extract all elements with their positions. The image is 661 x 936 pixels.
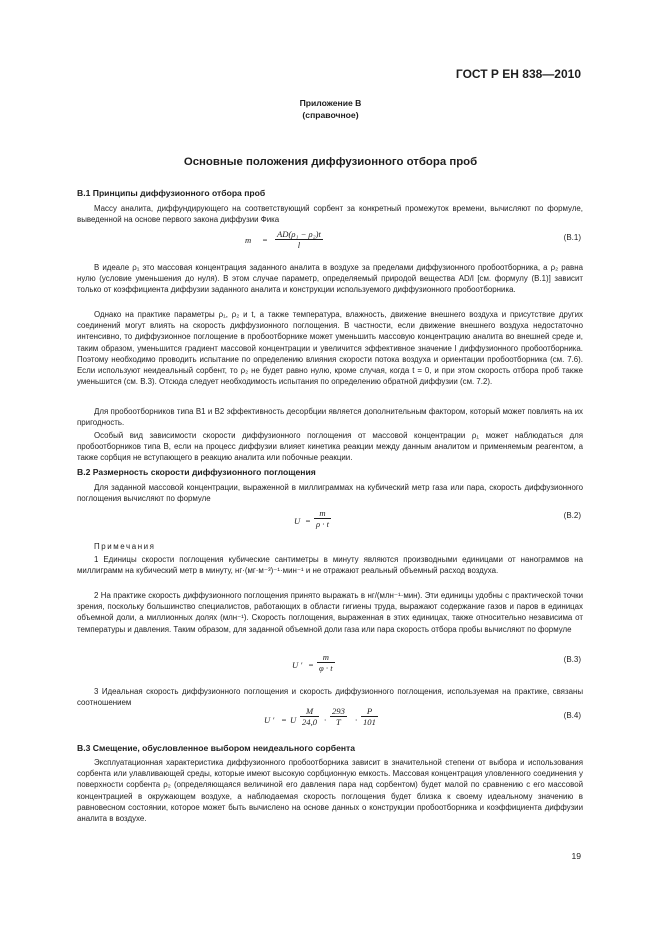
section-b3-paragraph-1: Эксплуатационная характеристика диффузионного пробоотборника зависит в значительной степени от выбора и использования сорбента или улавливающей среды, которые имеют высокую сорбционную емкость. Массовая концентрация уловленного соединения у поверхности сорбента ρ₂ (определяющаяся величиной его давления пара над сорбентом) будет малой по сравнению с его массовой концентрацией в окружающем воздухе, а наблюдаемая скорость поглощения будет близка к своему идеальному значению в равновесном состоянии, которое может быть вычислено на основе данных о конструкции пробоотборника и коэффициента диффузии аналита в воздухе. bbox=[77, 758, 583, 824]
eq-b4-number: (В.4) bbox=[563, 711, 581, 720]
eq-b2-lhs: U bbox=[294, 516, 301, 526]
eq-b1-lhs: m bbox=[245, 235, 252, 245]
appendix-title: Приложение В bbox=[299, 98, 362, 108]
equation-b1: m = $\frac{\text{AD(ρ₁ − ρ₂)t}}{l}$ (В.1) bbox=[245, 229, 581, 250]
eq-b4-den-3: 101 bbox=[363, 717, 376, 727]
equation-b4: U ′ = U $\frac{M}{24,0}$ · $\frac{293}{T}$ · $\frac{P}{101}$ (В.4) bbox=[264, 706, 581, 727]
eq-b2-denominator: ρ · t bbox=[316, 519, 329, 529]
eq-b1-number: (В.1) bbox=[563, 233, 581, 242]
section-b1-paragraph-2: В идеале ρ₁ это массовая концентрация заданного аналита в воздухе за пределами диффузионного пробоотборника, а ρ₂ равна нулю (условие уменьшения до нуля). В этом случае параметр, определяемый природой вещества AD/l [см. формулу (В.1)] зависит только от коэффициента диффузии заданного аналита и конструкции используемого диффузионного пробоотборника. bbox=[77, 263, 583, 295]
eq-b4-num-1: M bbox=[300, 706, 319, 717]
section-b1-paragraph-1: Массу аналита, диффундирующего на соответствующий сорбент за конкретный промежуток времени, вычисляют по формуле, выведенной на основе первого закона диффузии Фика bbox=[77, 204, 583, 225]
equation-b2: U = $\frac{m}{\rho \cdot t}$ (В.2) bbox=[294, 508, 581, 529]
note-2: 2 На практике скорость диффузионного поглощения принято выражать в нг/(млн⁻¹·мин). Эти единицы удобны с практической точки зрения, поскольку большинство специалистов, работающих в области гигиены труда, выражают содержание газов и паров в единицах объемной доли, а миллионных долях (млн⁻¹). Скорость поглощения, выраженная в этих единицах, также относительно независима от температуры и давления. Таким образом, для заданной объемной доли газа или пара скорость отбора пробы вычисляют по формуле bbox=[77, 591, 583, 634]
eq-b1-denominator: l bbox=[297, 240, 301, 250]
notes-label: Примечания bbox=[94, 542, 156, 551]
eq-b3-lhs: U ′ bbox=[292, 660, 303, 670]
standard-designation: ГОСТ Р ЕН 838—2010 bbox=[455, 67, 581, 81]
eq-b2-numerator: m bbox=[314, 508, 331, 519]
eq-b4-num-2: 293 bbox=[332, 706, 345, 716]
eq-b3-denominator: φ · t bbox=[319, 663, 333, 673]
eq-b1-numerator: AD(ρ₁ − ρ₂)t bbox=[277, 229, 321, 239]
eq-b4-den-2: T bbox=[336, 717, 341, 727]
note-1: 1 Единицы скорости поглощения кубические сантиметры в минуту являются производными единицами от нанограммов на миллиграмм на кубический метр в минуту, нг·(мг·м⁻³)⁻¹·мин⁻¹ и не отражают реальный объемный расход воздуха. bbox=[77, 555, 583, 576]
section-b1-paragraph-3: Однако на практике параметры ρ₁, ρ₂ и t, а также температура, влажность, движение внешнего воздуха и присутствие других соединений могут влиять на скорость диффузионного поглощения. В частности, если движение внешнего воздуха недостаточно интенсивно, то диффузионное поглощение в пробоотборнике может уменьшить массовую концентрацию аналита во внешней среде и, таким образом, уменьшится градиент массовой концентрации и увеличится эффективное значение l диффузионного пробоотборника. Поэтому необходимо проводить испытание по определению влияния скорости потока воздуха и ориентации пробоотборника (см. 7.6). Если используют неидеальный сорбент, то ρ₂ не будет равно нулю, кроме случая, когда t = 0, и при этом скорость отбора проб также уменьшится (см. В.3). Отсюда следует необходимость испытания по определению обратной диффузии (см. 7.2). bbox=[77, 310, 583, 387]
eq-b4-den-1: 24,0 bbox=[302, 717, 318, 727]
appendix-type: (справочное) bbox=[302, 110, 359, 120]
section-b2-paragraph-1: Для заданной массовой концентрации, выраженной в миллиграммах на кубический метр газа или пара, скорость диффузионного поглощения вычисляют по формуле bbox=[77, 483, 583, 504]
eq-b4-num-3: P bbox=[361, 706, 378, 717]
eq-b3-number: (В.3) bbox=[563, 655, 581, 664]
equation-b3: U ′ = $\frac{m}{\varphi \cdot t}$ (В.3) bbox=[292, 652, 581, 673]
section-b2-heading: В.2 Размерность скорости диффузионного поглощения bbox=[77, 467, 316, 477]
eq-b2-number: (В.2) bbox=[563, 511, 581, 520]
section-b1-paragraph-5: Особый вид зависимости скорости диффузионного поглощения от массовой концентрации ρ₁ может наблюдаться для пробоотборников типа В, если на процесс диффузии влияет кинетика реакции между данным аналитом и применяемым реагентом, а также сорбция не вступающего в реакцию аналита или побочные реакции. bbox=[77, 431, 583, 463]
note-3: 3 Идеальная скорость диффузионного поглощения и скорость диффузионного поглощения, используемая на практике, связаны соотношением bbox=[77, 687, 583, 708]
main-title: Основные положения диффузионного отбора проб bbox=[183, 156, 478, 168]
eq-b4-lhs: U ′ bbox=[264, 715, 275, 725]
section-b1-heading: В.1 Принципы диффузионного отбора проб bbox=[77, 188, 266, 198]
section-b1-paragraph-4: Для пробоотборников типа В1 и В2 эффективность десорбции является дополнительным фактором, который может повлиять на их пригодность. bbox=[77, 407, 583, 428]
page-number: 19 bbox=[571, 851, 581, 861]
section-b3-heading: В.3 Смещение, обусловленное выбором неидеального сорбента bbox=[77, 743, 356, 753]
eq-b3-numerator: m bbox=[317, 652, 335, 663]
